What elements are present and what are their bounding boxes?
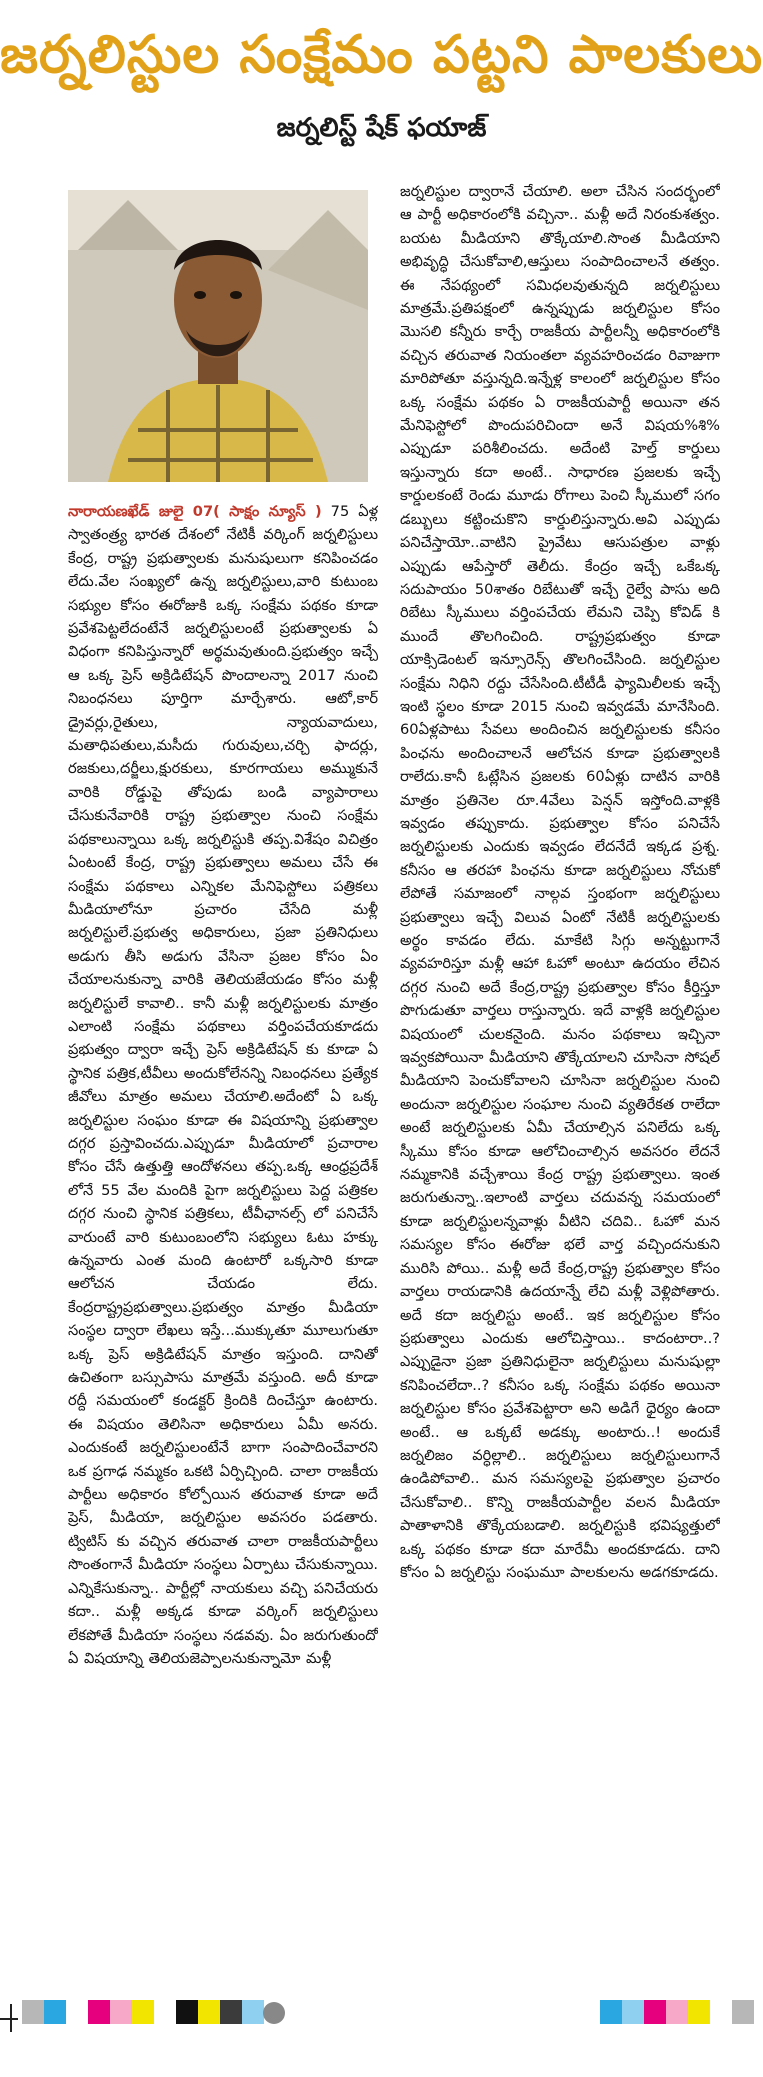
article-right-column <box>400 180 720 1965</box>
article-right-text: జర్నలిస్టుల ద్వారానే చేయాలి. అలా చేసిన సందర్భంలో ఆ పార్టీ అధికారంలోకి వచ్చినా.. మళ్లీ అదే నిరంకుశత్వం. బయట మీడియాని తొక్కేయాలి.సొంత మీడియాని అభివృద్ధి చేసుకోవాలి,ఆస్తులు సంపాదించాలనే తత్వం. ఈ నేపథ్యంలో సమిధలవుతున్నది జర్నలిస్టులు మాత్రమే.ప్రతిపక్షంలో ఉన్నప్పుడు జర్నలిస్టుల కోసం మొసలి కన్నీరు కార్చే రాజకీయ పార్టీలన్నీ అధికారంలోకి వచ్చిన తరువాత నియంతలా వ్యవహరించడం రివాజుగా మారిపోతూ వస్తున్నది.ఇన్నేళ్ల కాలంలో జర్నలిస్టుల కోసం ఒక్క సంక్షేమ పథకం ఏ రాజకీయపార్టీ అయినా తన మేనిఫెస్టోలో పొందుపరిచిందా అనే విషయ%శి% ఎప్పుడూ పరిశీలించదు. అదేంటి హెల్త్ కార్డులు ఇస్తున్నారు కదా అంటే.. సాధారణ ప్రజలకు ఇచ్చే కార్డులకంటే రెండు మూడు రోగాలు పెంచి స్కీములో సగం డబ్బులు కట్టించుకొని కార్డులిస్తున్నారు.అవి ఎప్పుడు పనిచేస్తాయో..వాటిని ప్రైవేటు ఆసుపత్రుల వాళ్లు ఎప్పుడు ఆపేస్తారో తెలీదు. కేంద్రం ఇచ్చే ఒకేఒక్క సదుపాయం 50శాతం రిబేటుతో ఇచ్చే రైల్వే పాసు అది రిబేటు స్కీములు వర్తింపచేయ లేమని చెప్పి కోవిడ్ కి ముందే తొలగించింది. రాష్ట్రప్రభుత్వం కూడా యాక్సిడెంటల్ ఇన్సూరెన్స్ తొలగించేసింది. జర్నలిస్టుల సంక్షేమ నిధిని రద్దు చేసేసింది.టీటీడీ ఫ్యామిలీలకు ఇచ్చే ఇంటి స్థలం కూడా 2015 నుంచి ఇవ్వడమే మానేసింది. 60ఏళ్లపాటు సేవలు అందించిన జర్నలిస్టులకు కనీసం పింఛను అందించాలనే ఆలోచన కూడా ప్రభుత్వాలకి రాలేదు.కానీ ఓట్లేసిన ప్రజలకు 60ఏళ్లు దాటిన వారికి మాత్రం ప్రతినెల రూ.4వేలు పెన్షన్ ఇస్తోంది.వాళ్లకి ఇవ్వడం తప్పుకాదు. ప్రభుత్వాల కోసం పనిచేసే జర్నలిస్టులకు ఎందుకు ఇవ్వడం లేదనేదే ఇక్కడ ప్రశ్న. కనీసం ఆ తరహా పింఛను కూడా జర్నలిస్టులు నోచుకో లేపోతే సమాజంలో నాల్గవ స్తంభంగా జర్నలిస్టులు ప్రభుత్వాలు ఇచ్చే విలువ ఏంటో నేటికీ జర్నలిస్టులకు అర్థం కావడం లేదు. మాకేటి సిగ్గు అన్నట్టుగానే వ్యవహరిస్తూ మళ్లీ ఆహా ఓహో అంటూ ఉదయం లేచిన దగ్గర నుంచి అదే కేంద్ర,రాష్ట్ర ప్రభుత్వాల కోసం కీర్తిస్తూ పొగుడుతూ వార్తలు రాస్తున్నారు. ఇదే వాళ్లకి జర్నలిస్టుల విషయంలో చులకనైంది. మనం పథకాలు ఇచ్చినా ఇవ్వకపోయినా మీడియాని తొక్కేయాలని చూసినా సోషల్ మీడియాని పెంచుకోవాలని చూసినా జర్నలిస్టుల నుంచి అందునా జర్నలిస్టుల సంఘాల నుంచి వ్యతిరేకత రాలేదా అంటే జర్నలిస్టులకు ఏమీ చేయాల్సిన పనిలేదు ఒక్క స్కీము కోసం కూడా ఆలోచించాల్సిన అవసరం లేదనే నమ్మకానికి వచ్చేశాయి కేంద్ర రాష్ట్ర ప్రభుత్వాలు. ఇంత జరుగుతున్నా..ఇలాంటి వార్తలు చదువన్న సమయంలో కూడా జర్నలిస్టులన్నవాళ్లు వీటిని చదివి.. ఓహో మన సమస్యల కోసం ఈరోజు భలే వార్త వచ్చిందనుకుని మురిసి పోయి.. మళ్లీ అదే కేంద్ర,రాష్ట్ర ప్రభుత్వాల కోసం వార్తలు రాయడానికి ఉదయాన్నే లేచి మళ్లీ వెళ్లిపోతారు. అదే కదా జర్నలిస్టు అంటే.. ఇక జర్నలిస్టుల కోసం ప్రభుత్వాలు ఎందుకు ఆలోచిస్తాయి.. కాదంటారా..? ఎప్పుడైనా ప్రజా ప్రతినిధులైనా జర్నలిస్టులు మనుషుల్లా కనిపించలేదా..? కనీసం ఒక్క సంక్షేమ పథకం అయినా జర్నలిస్టుల కోసం ప్రవేశపెట్టారా అని అడిగే ధైర్యం ఉందా అంటే.. ఆ ఒక్కటే అడక్కు అంటారు..! అందుకే జర్నలిజం వర్ధిల్లాలి.. జర్నలిస్టులు జర్నలిస్టులుగానే ఉండిపోవాలి.. మన సమస్యలపై ప్రభుత్వాల ప్రచారం చేసుకోవాలి.. కొన్ని రాజకీయపార్టీల వలన మీడియా పాతాళానికి తొక్కేయబడాలి. జర్నలిస్టుకి భవిష్యత్తులో ఒక్క పథకం కూడా కదా మారేమీ అందకూడదు. దాని కోసం ఏ జర్నలిస్టు సంఘమూ పాలకులను అడగకూడదు. <box>400 183 720 1581</box>
byline: జర్నలిస్ట్ షేక్ ఫయాజ్ <box>276 113 487 143</box>
crop-mark <box>0 2018 18 2020</box>
portrait-photo-icon <box>68 190 368 482</box>
dateline: నారాయణఖేడ్ జులై 07( సాక్షం న్యూస్ ) <box>68 503 322 520</box>
portrait-photo <box>68 190 368 482</box>
registration-icon <box>263 2002 285 2024</box>
article-left-text: 75 ఏళ్ల స్వాతంత్ర్య భారత దేశంలో నేటికీ వర్కింగ్ జర్నలిస్టులు కేంద్ర, రాష్ట్ర ప్రభుత్వాలకు మనుషులుగా కనిపించడం లేదు.వేల సంఖ్యలో ఉన్న జర్నలిస్టులు,వారి కుటుంబ సభ్యుల కోసం ఈరోజుకి ఒక్క సంక్షేమ పథకం కూడా ప్రవేశపెట్టలేదంటేనే జర్నలిస్టులంటే ప్రభుత్వాలకు ఏ విధంగా కనిపిస్తున్నారో అర్థమవుతుంది.ప్రభుత్వం ఇచ్చే ఆ ఒక్క ప్రెస్ అక్రిడిటేషన్ పొందాలన్నా 2017 నుంచి నిబంధనలు పూర్తిగా మార్చేశారు. ఆటో,కార్ డ్రైవర్లు,రైతులు, న్యాయవాదులు, మతాధిపతులు,మసీదు గురువులు,చర్చి ఫాదర్లు, రజకులు,దర్జీలు,క్షురకులు, కూరగాయలు అమ్ముకునే వారికి రోడ్డుపై తోపుడు బండి వ్యాపారాలు చేసుకునేవారికి రాష్ట్ర ప్రభుత్వాల నుంచి సంక్షేమ పథకాలున్నాయి ఒక్క జర్నలిస్టుకి తప్ప.విశేషం విచిత్రం ఏంటంటే కేంద్ర, రాష్ట్ర ప్రభుత్వాలు అమలు చేసే ఈ సంక్షేమ పథకాలు ఎన్నికల మేనిఫెస్టోలు పత్రికలు మీడియాలోనూ ప్రచారం చేసేది మళ్లీ జర్నలిస్టులే.ప్రభుత్వ అధికారులు, ప్రజా ప్రతినిధులు అడుగు తీసి అడుగు వేసినా ప్రజల కోసం ఏం చేయాలనుకున్నా వారికి తెలియజేయడం కోసం మళ్లీ జర్నలిస్టులే కావాలి.. కానీ మళ్లీ జర్నలిస్టులకు మాత్రం ఎలాంటి సంక్షేమ పథకాలు వర్తింపచేయకూడదు ప్రభుత్వం ద్వారా ఇచ్చే ప్రెస్ అక్రిడిటేషన్ కు కూడా ఏ స్థానిక పత్రిక,టీవీలు అందుకోలేనన్ని నిబంధనలు ప్రత్యేక జీవోలు మాత్రం అమలు చేయాలి.అదేంటో ఏ ఒక్క జర్నలిస్టుల సంఘం కూడా ఈ విషయాన్ని ప్రభుత్వాల దగ్గర ప్రస్తావించదు.ఎప్పుడూ మీడియాలో ప్రచారాల కోసం చేసే ఉత్తుత్తి ఆందోళనలు తప్ప.ఒక్క ఆంధ్రప్రదేశ్ లోనే 55 వేల మందికి పైగా జర్నలిస్టులు పెద్ద పత్రికల దగ్గర నుంచి స్థానిక పత్రికలు, టీవీఛానల్స్ లో పనిచేసే వారుంటే వారి కుటుంబంలోని సభ్యులు ఓటు హక్కు ఉన్నవారు ఎంత మంది ఉంటారో ఒక్కసారి కూడా ఆలోచన చేయడం లేదు. కేంద్రరాష్ట్రప్రభుత్వాలు.ప్రభుత్వం మాత్రం మీడియా సంస్థల ద్వారా లేఖలు ఇస్తే...ముక్కుతూ మూలుగుతూ ఒక్క ప్రెస్ అక్రిడిటేషన్ మాత్రం ఇస్తుంది. దానితో ఉచితంగా బస్సుపాసు మాత్రమే వస్తుంది. అదీ కూడా రద్దీ సమయంలో కండక్టర్ క్రిందికి దించేస్తూ ఉంటారు. ఈ విషయం తెలిసినా అధికారులు ఏమీ అనరు. ఎందుకంటే జర్నలిస్టులంటేనే బాగా సంపాదించేవారని ఒక ప్రగాఢ నమ్మకం ఒకటి ఏర్పిచ్చింది. చాలా రాజకీయ పార్టీలు అధికారం కోల్పోయిన తరువాత కూడా అదే ప్రెస్, మీడియా, జర్నలిస్టుల అవసరం పడతారు. ట్విటిస్ కు వచ్చిన తరువాత చాలా రాజకీయపార్టీలు సొంతంగానే మీడియా సంస్థలు ఏర్పాటు చేసుకున్నాయి. ఎన్నికేసుకున్నా.. పార్టీల్లో నాయకులు వచ్చి పనిచేయరు కదా.. మళ్లీ అక్కడ కూడా వర్కింగ్ జర్నలిస్టులు లేకపోతే మీడియా సంస్థలు నడవవు. ఏం జరుగుతుందో ఏ విషయాన్ని తెలియజెప్పాలనుకున్నామో మళ్లీ <box>68 503 378 1667</box>
color-bar-right <box>600 2000 754 2024</box>
color-bar-left <box>22 2000 264 2024</box>
crop-mark <box>10 2004 12 2032</box>
headline: జర్నలిస్టుల సంక్షేమం పట్టని పాలకులు <box>0 25 763 85</box>
article-left-column <box>68 500 378 1965</box>
